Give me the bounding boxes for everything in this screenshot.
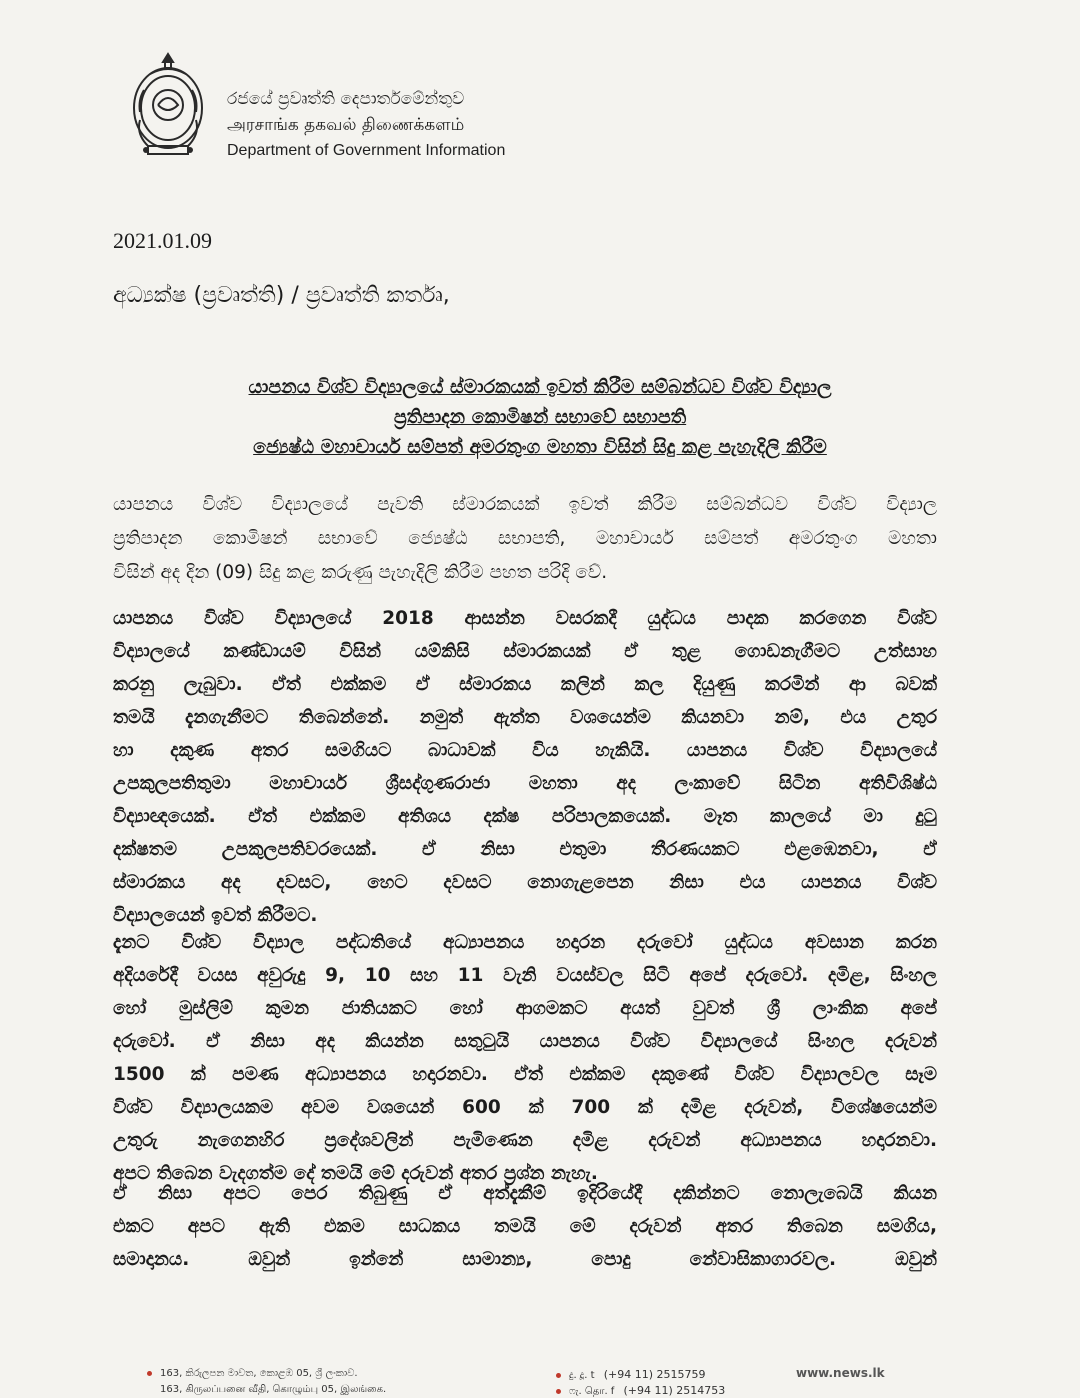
footer-telephone <box>556 1368 706 1381</box>
text-line: ස්මාරකය අද දවසට, හෙට දවසට නොගැළපෙන නිසා එය යාපනය විශ්ව <box>113 872 937 893</box>
text-line: විශ්ව විද්‍යාලයකම අවම වශයෙන් 600 ක් 700 ක් දමිළ දරුවන්, විශේෂයෙන්ම <box>113 1097 937 1118</box>
paragraph-harmony <box>113 1177 937 1276</box>
paragraph-memorial <box>113 602 937 932</box>
footer-text: ෆැ. தொ. f <box>569 1386 615 1397</box>
footer-text: 163, கிருலப்பனை வீதி, கொழும்பு 05, இலங்கை. <box>160 1384 387 1395</box>
footer-text: දු. දූ. t <box>569 1370 595 1381</box>
footer-address-tamil <box>160 1384 386 1396</box>
heading-line: ජ්‍යෙෂ්ඨ මහාචාර්ය සම්පත් අමරතුංග මහතා විසින් සිදු කළ පැහැදිලි කිරීම <box>253 436 827 458</box>
department-name-tamil: அரசாங்க தகவல் திணைக்களம் <box>227 115 465 135</box>
text-line: විද්‍යාලයෙන් ඉවත් කිරීමට. <box>113 905 318 926</box>
department-name-block <box>227 86 505 164</box>
text-line: ඒ නිසා අපට පෙර තිබුණු ඒ අත්දැකීම් ඉදිරියේදී දකින්නට නොලැබෙයි කියන <box>113 1183 937 1204</box>
paragraph-students <box>113 926 937 1190</box>
text-line: අදියරේදී වයස අවුරුදු 9, 10 සහ 11 වැනි වයස්වල සිටි අපේ දරුවෝ. දමිළ, සිංහල <box>113 965 937 986</box>
text-line: විද්‍යාලයේ කණ්ඩායම් විසින් යම්කිසි ස්මාරකයක් ඒ තුළ ගොඩනැගීමට උත්සාහ <box>113 641 937 662</box>
text-line: 1500 ක් පමණ අධ්‍යාපනය හදාරනවා. ඒත් එක්කම දකුණේ විශ්ව විද්‍යාලවල සෑම <box>113 1064 937 1085</box>
footer-text: (+94 11) 2514753 <box>623 1384 726 1397</box>
letterhead-footer <box>0 1366 1080 1398</box>
sri-lanka-emblem-icon <box>128 50 208 158</box>
text-line: හා දකුණ අතර සමගියට බාධාවක් විය හැකියි. යාපනය විශ්ව විද්‍යාලයේ <box>113 740 937 761</box>
text-line: කරනු ලැබුවා. ඒත් එක්කම ඒ ස්මාරකය කලින් කල දියුණු කරමින් ආ බවක් <box>113 674 937 695</box>
bullet-dot-icon <box>556 1373 561 1378</box>
document-heading <box>100 372 980 462</box>
text-line: යාපනය විශ්ව විද්‍යාලයේ පැවති ස්මාරකයක් ඉවත් කිරීම සම්බන්ධව විශ්ව විද්‍යාල <box>113 494 937 515</box>
department-name-english: Department of Government Information <box>227 142 506 159</box>
footer-address-sinhala <box>147 1368 358 1379</box>
heading-line: යාපනය විශ්ව විද්‍යාලයේ ස්මාරකයක් ඉවත් කිරීම සම්බන්ධව විශ්ව විද්‍යාල <box>248 376 832 398</box>
footer-text: 163, කිරුලපන මාවත, කොළඹ 05, ශ්‍රී ලංකාව. <box>160 1368 358 1379</box>
text-line: ප්‍රතිපාදන කොමිෂන් සභාවේ ජ්‍යෙෂ්ඨ සභාපති, මහාචාර්ය සම්පත් අමරතුංග මහතා <box>113 528 937 549</box>
footer-text: (+94 11) 2515759 <box>603 1368 706 1381</box>
bullet-dot-icon <box>556 1389 561 1394</box>
text-line: විසින් අද දින (09) සිදු කළ කරුණු පැහැදිලි කිරීම පහත පරිදි වේ. <box>113 562 608 583</box>
text-line: දරුවෝ. ඒ නිසා අද කියන්න සතුටුයි යාපනය විශ්ව විද්‍යාලයේ සිංහල දරුවන් <box>113 1031 937 1052</box>
text-line: හෝ මුස්ලිම් කුමන ජාතියකට හෝ ආගමකට අයත් වුවත් ශ්‍රී ලාංකික අපේ <box>113 998 937 1019</box>
text-line: උතුරු නැගෙනහිර ප්‍රදේශවලින් පැමිණෙන දමිළ දරුවන් අධ්‍යාපනය හදාරනවා. <box>113 1130 937 1151</box>
text-line: යාපනය විශ්ව විද්‍යාලයේ 2018 ආසන්න වසරකදී යුද්ධය පාදක කරගෙන විශ්ව <box>113 608 937 629</box>
text-line: දැනට විශ්ව විද්‍යාල පද්ධතියේ අධ්‍යාපනය හදාරන දරුවෝ යුද්ධය අවසාන කරන <box>113 932 937 953</box>
document-date: 2021.01.09 <box>113 228 212 253</box>
footer-fax <box>556 1384 725 1398</box>
department-name-sinhala: රජයේ ප්‍රවෘත්ති දෙපාර්තමේන්තුව <box>227 89 465 109</box>
heading-line: ප්‍රතිපාදන කොමිෂන් සභාවේ සභාපති <box>393 406 687 428</box>
text-line: දක්ෂතම උපකුලපතිවරයෙක්. ඒ නිසා එතුමා තීරණයකට එළඹෙනවා, ඒ <box>113 839 937 860</box>
text-line: එකට අපට ඇති එකම සාධකය තමයි මේ දරුවන් අතර තිබෙන සමගිය, <box>113 1216 937 1237</box>
bullet-dot-icon <box>147 1371 152 1376</box>
text-line: අපට තිබෙන වැදගත්ම දේ තමයි මේ දරුවන් අතර ප්‍රශ්න නැහැ. <box>113 1163 598 1184</box>
footer-website: www.news.lk <box>796 1366 885 1380</box>
paragraph-intro <box>113 488 937 590</box>
addressee: අධ්‍යක්ෂ (ප්‍රවෘත්ති) / ප්‍රවෘත්ති කර්තෘ, <box>113 283 450 308</box>
text-line: සමාදානය. ඔවුන් ඉන්නේ සාමාන්‍ය, පොදු නේවාසිකාගාරවල. ඔවුන් <box>113 1249 937 1270</box>
text-line: උපකුලපතිතුමා මහාචාර්ය ශ්‍රීසද්ගුණරාජා මහතා අද ලංකාවේ සිටින අතිවිශිෂ්ඨ <box>113 773 937 794</box>
text-line: විද්‍යාඥයෙක්. ඒත් එක්කම අතිශය දක්ෂ පරිපාලකයෙක්. මෑත කාලයේ මා දුටු <box>113 806 937 827</box>
text-line: තමයි දැනගැනීමට තිබෙන්නේ. නමුත් ඇත්ත වශයෙන්ම කියනවා නම්, එය උතුර <box>113 707 937 728</box>
